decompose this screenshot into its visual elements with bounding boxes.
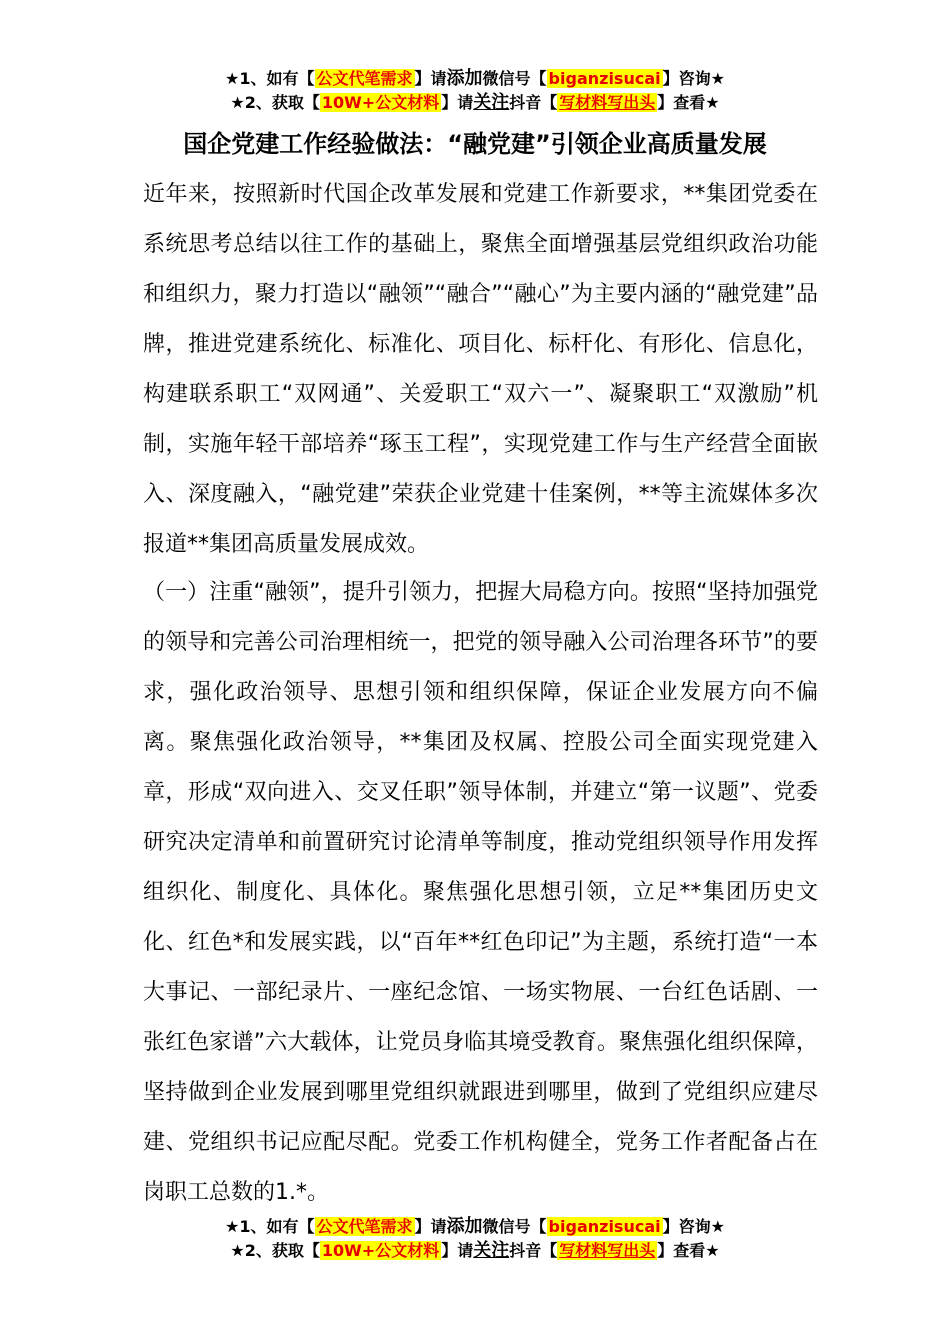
emphasis-text: 添加 xyxy=(446,68,483,89)
body-paragraph-intro xyxy=(143,170,818,570)
highlight-service: 公文代笔需求 xyxy=(316,1217,413,1236)
body-paragraph-section-1 xyxy=(143,568,818,1218)
emphasis-text: 关注 xyxy=(473,1240,510,1261)
document-title: 国企党建工作经验做法：“融党建”引领企业高质量发展 xyxy=(183,130,767,158)
emphasis-text: 关注 xyxy=(473,92,510,113)
highlight-douyin-id: 写材料写出头 xyxy=(559,93,656,112)
promo-line-2: ★2、获取【 10W+公文材料 】请关注抖音【 写材料写出头 】查看★ xyxy=(230,1240,720,1261)
promo-line-1: ★1、如有【 公文代笔需求 】请添加微信号【 biganzisucai 】咨询★ xyxy=(225,68,725,89)
emphasis-text: 添加 xyxy=(446,1216,483,1237)
promo-line-1: ★1、如有【 公文代笔需求 】请添加微信号【 biganzisucai 】咨询★ xyxy=(225,1216,725,1237)
highlight-douyin-id: 写材料写出头 xyxy=(559,1241,656,1260)
highlight-wechat-id: biganzisucai xyxy=(548,69,661,88)
paragraph-text: 近年来，按照新时代国企改革发展和党建工作新要求，**集团党委在系统思考总结以往工作的基础上，聚焦全面增强基层党组织政治功能和组织力，聚力打造以“融领”“融合”“融心”为主要内涵的“融党建”品牌，推进党建系统化、标准化、项目化、标杆化、有形化、信息化，构建联系职工“双网通”、关爱职工“双六一”、凝聚职工“双激励”机制，实施年轻干部培养“琢玉工程”，实现党建工作与生产经营全面嵌入、深度融入，“融党建”荣获企业党建十佳案例，**等主流媒体多次报道**集团高质量发展成效。 xyxy=(143,182,818,557)
highlight-materials: 10W+公文材料 xyxy=(321,1241,440,1260)
highlight-service: 公文代笔需求 xyxy=(316,69,413,88)
paragraph-text: （一）注重“融领”，提升引领力，把握大局稳方向。按照“坚持加强党的领导和完善公司治理相统一，把党的领导融入公司治理各环节”的要求，强化政治领导、思想引领和组织保障，保证企业发展方向不偏离。聚焦强化政治领导，**集团及权属、控股公司全面实现党建入章，形成“双向进入、交叉任职”领导体制，并建立“第一议题”、党委研究决定清单和前置研究讨论清单等制度，推动党组织领导作用发挥组织化、制度化、具体化。聚焦强化思想引领，立足**集团历史文化、红色*和发展实践，以“百年**红色印记”为主题，系统打造“一本大事记、一部纪录片、一座纪念馆、一场实物展、一台红色话剧、一张红色家谱”六大载体，让党员身临其境受教育。聚焦强化组织保障，坚持做到企业发展到哪里党组织就跟进到哪里，做到了党组织应建尽建、党组织书记应配尽配。党委工作机构健全，党务工作者配备占在岗职工总数的1.*。 xyxy=(143,580,818,1205)
promo-banner-bottom xyxy=(0,1216,950,1264)
highlight-wechat-id: biganzisucai xyxy=(548,1217,661,1236)
highlight-materials: 10W+公文材料 xyxy=(321,93,440,112)
promo-banner-top xyxy=(0,68,950,116)
promo-line-2: ★2、获取【 10W+公文材料 】请关注抖音【 写材料写出头 】查看★ xyxy=(230,92,720,113)
